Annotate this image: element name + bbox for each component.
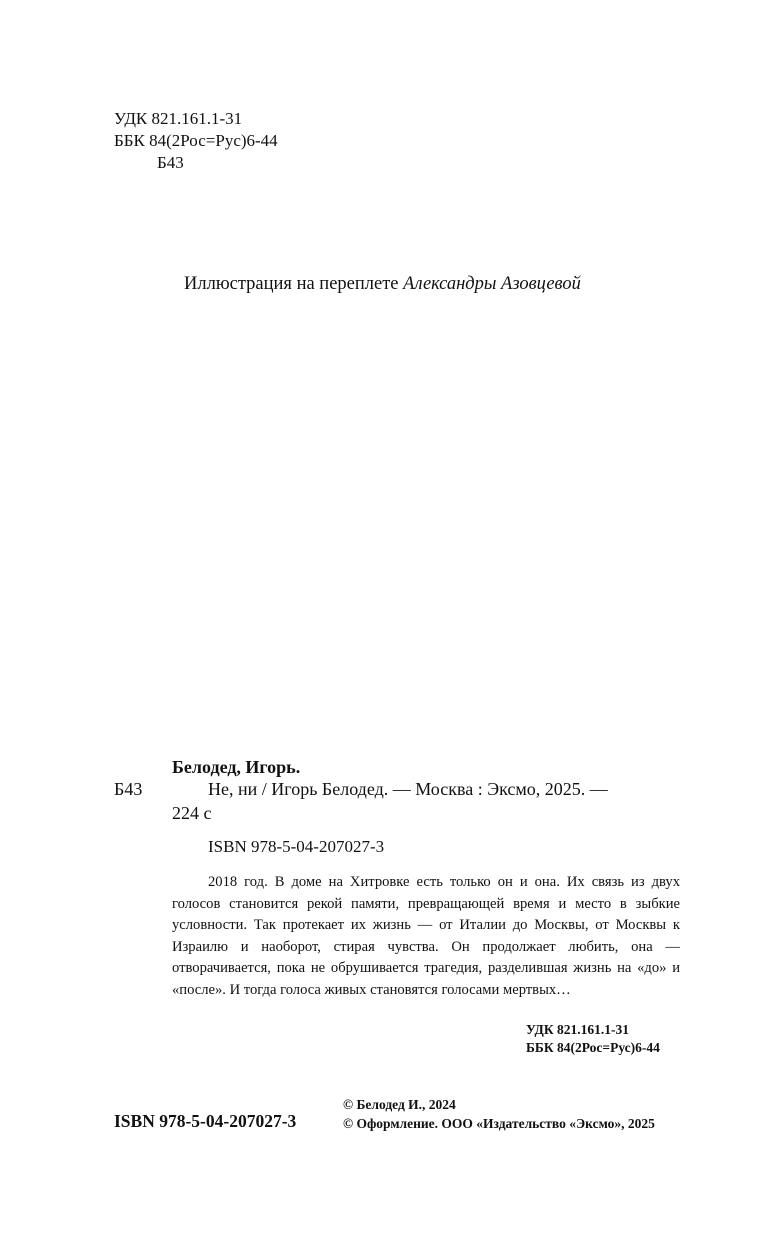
- copyright-author: © Белодед И., 2024: [343, 1097, 456, 1112]
- top-classification-codes: [114, 108, 278, 174]
- bottom-udk-code: УДК 821.161.1-31: [526, 1022, 629, 1037]
- record-pages: 224 с: [172, 803, 212, 823]
- record-author: Белодед, Игорь.: [172, 757, 301, 777]
- bottom-classification-codes: [526, 1021, 660, 1057]
- author-code: Б43: [157, 153, 184, 172]
- isbn-bottom: ISBN 978-5-04-207027-3: [114, 1111, 297, 1131]
- copyright-design: © Оформление. ООО «Издательство «Эксмо», 2025: [343, 1116, 655, 1131]
- illustration-credit: [184, 274, 581, 295]
- record-title-line: Не, ни / Игорь Белодед. — Москва : Эксмо, 2025. —: [208, 779, 608, 799]
- record-isbn: ISBN 978-5-04-207027-3: [208, 837, 385, 856]
- bottom-bbk-code: ББК 84(2Рос=Рус)6-44: [526, 1040, 660, 1055]
- record-left-code: Б43: [114, 779, 143, 799]
- udk-code: УДК 821.161.1-31: [114, 109, 243, 128]
- annotation-text: 2018 год. В доме на Хитровке есть только он и она. Их связь из двух голосов становится рекой памяти, превращающей время и место в зыбкие условности. Так протекает их жизнь — от Италии до Москвы, от Москвы к Израилю и наоборот, стирая чувства. Он продолжает любить, она — отворачивается, пока не обрушивается трагедия, разделившая жизнь на «до» и «после». И тогда голоса живых становятся голосами мертвых…: [172, 874, 680, 998]
- bbk-code: ББК 84(2Рос=Рус)6-44: [114, 131, 278, 150]
- illustration-prefix: Иллюстрация на переплете: [184, 274, 399, 294]
- copyright-block: [343, 1095, 655, 1133]
- illustrator-name: Александры Азовцевой: [403, 274, 581, 294]
